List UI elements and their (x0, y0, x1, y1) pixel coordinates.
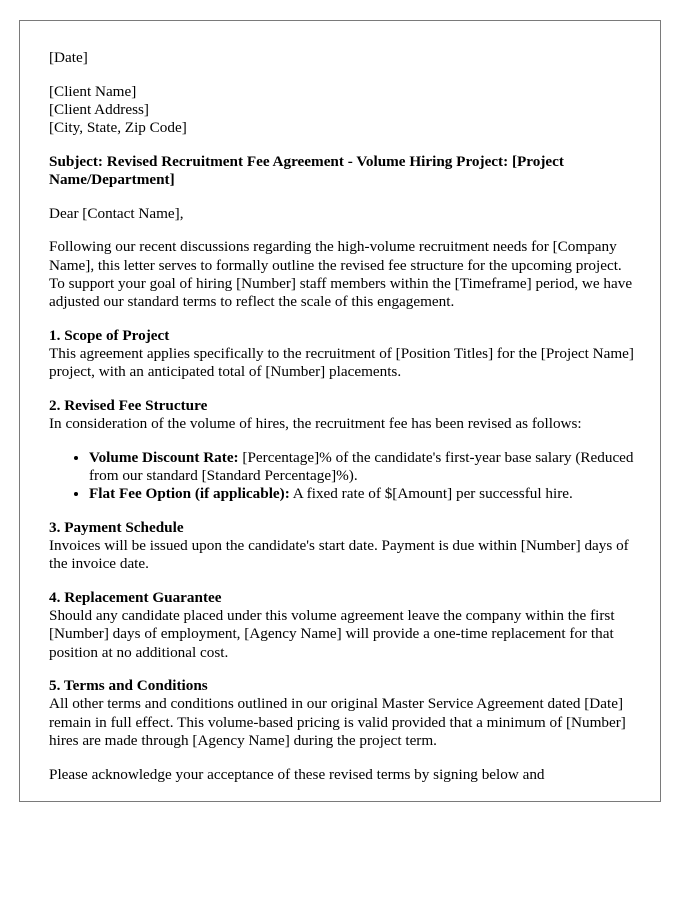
recipient-city-state-zip: [City, State, Zip Code] (49, 119, 187, 137)
fee-list (49, 449, 634, 504)
letter-content (49, 49, 634, 799)
section-replacement-guarantee (49, 589, 634, 662)
section-body: All other terms and conditions outlined in our original Master Service Agreement dated [Date] remain in full effect. This volume-based pricing is valid provided that a minimum of [Number] hires are made through [Agency Name] during the project term. (49, 695, 626, 749)
fee-text: A fixed rate of $[Amount] per successful hire. (289, 485, 573, 503)
intro-paragraph: Following our recent discussions regarding the high-volume recruitment needs for [Company Name], this letter serves to formally outline the revised fee structure for the upcoming project. To support your goal of hiring [Number] staff members within the [Timeframe] period, we have adjusted our standard terms to reflect the scale of this engagement. (49, 238, 633, 311)
section-scope (49, 327, 634, 382)
section-body: Should any candidate placed under this volume agreement leave the company within the first [Number] days of employment, [Agency Name] will provide a one-time replacement for that position at no additional cost. (49, 607, 615, 661)
section-terms-conditions (49, 677, 634, 750)
section-fee-structure (49, 397, 634, 433)
section-title: 2. Revised Fee Structure (49, 396, 208, 414)
section-payment-schedule (49, 519, 634, 574)
letter-date: [Date] (49, 49, 88, 66)
section-body: Invoices will be issued upon the candidate's start date. Payment is due within [Number] days of the invoice date. (49, 537, 629, 573)
salutation: Dear [Contact Name], (49, 204, 184, 222)
fee-term: Flat Fee Option (if applicable): (89, 485, 290, 503)
section-title: 4. Replacement Guarantee (49, 588, 222, 606)
section-title: 1. Scope of Project (49, 326, 170, 344)
fee-term: Volume Discount Rate: (89, 448, 239, 466)
section-title: 3. Payment Schedule (49, 518, 184, 536)
subject-line: Subject: Revised Recruitment Fee Agreement - Volume Hiring Project: [Project Name/Department] (49, 152, 564, 189)
recipient-address: [Client Address] (49, 100, 149, 118)
section-title: 5. Terms and Conditions (49, 677, 208, 695)
recipient-block (49, 83, 634, 138)
fee-item-flat-fee (89, 485, 634, 503)
fee-text: [Percentage]% of the candidate's first-year base salary (Reduced from our standard [Standard Percentage]%). (89, 448, 634, 484)
section-body: This agreement applies specifically to the recruitment of [Position Titles] for the [Project Name] project, with an anticipated total of [Number] placements. (49, 344, 634, 381)
closing-paragraph: Please acknowledge your acceptance of these revised terms by signing below and (49, 765, 545, 783)
fee-item-volume-discount (89, 449, 634, 485)
section-body: In consideration of the volume of hires, the recruitment fee has been revised as follows: (49, 415, 582, 433)
letter-page (19, 20, 661, 802)
recipient-name: [Client Name] (49, 82, 137, 100)
